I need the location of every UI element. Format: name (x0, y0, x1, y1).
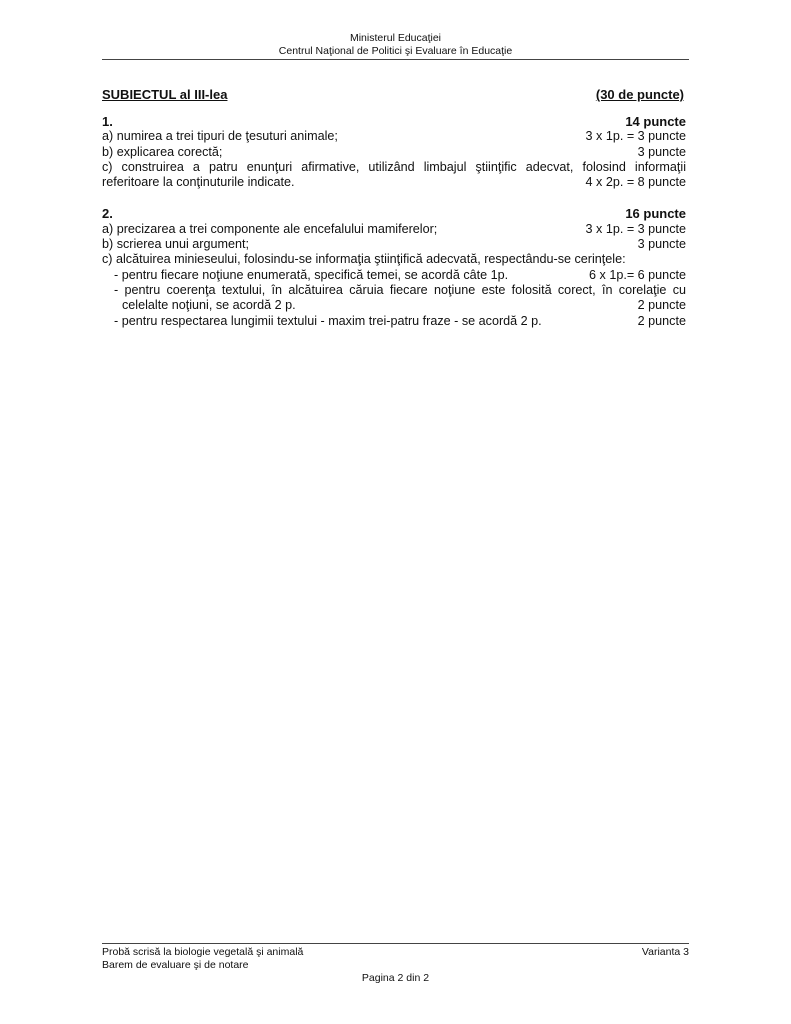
question-2a-text: a) precizarea a trei componente ale encefalului mamiferelor; (102, 221, 438, 236)
variant-label: Varianta 3 (641, 946, 689, 958)
question-1b-text: b) explicarea corectă; (102, 144, 223, 159)
page-header (102, 32, 689, 58)
question-2a-item (102, 222, 686, 237)
page-footer (102, 946, 689, 972)
question-1a-points: 3 x 1p. = 3 puncte (585, 129, 686, 144)
question-2c-text: c) alcătuirea minieseului, folosindu-se informaţia ştiinţifică adecvată, respectându-se cerinţele: (102, 252, 626, 267)
question-2c3-text: - pentru respectarea lungimii textului - maxim trei-patru fraze - se acordă 2 p. (114, 313, 542, 328)
footer-divider (102, 943, 689, 944)
question-2c2-item (102, 298, 686, 313)
question-1b-item (102, 145, 686, 160)
question-1c-text-line1: c) construirea a patru enunţuri afirmative, utilizând limbajul ştiinţific adecvat, folosind informaţii (102, 159, 686, 174)
question-1c-item (102, 175, 686, 190)
question-1-number: 1. (102, 114, 113, 129)
question-2c3-item (102, 314, 686, 329)
question-2-points: 16 puncte (625, 206, 686, 222)
barem-label: Barem de evaluare şi de notare (102, 959, 249, 971)
header-divider (102, 59, 689, 60)
subject-heading (102, 87, 684, 102)
question-2c2-text-line2: celelalte noţiuni, se acordă 2 p. (122, 298, 296, 313)
question-2c1-points: 6 x 1p.= 6 puncte (589, 267, 686, 282)
center-name: Centrul Naţional de Politici şi Evaluare în Educaţie (278, 45, 513, 57)
question-2b-points: 3 puncte (637, 237, 686, 252)
question-2c3-points: 2 puncte (637, 313, 686, 328)
question-1c-text-line2: referitoare la conţinuturile indicate. (102, 175, 295, 190)
question-1-points: 14 puncte (625, 114, 686, 129)
question-1c-points: 4 x 2p. = 8 puncte (585, 175, 686, 190)
question-1-heading (102, 114, 686, 129)
question-2-number: 2. (102, 206, 113, 222)
subject-title: SUBIECTUL al III-lea (102, 87, 228, 102)
footer-row (102, 946, 689, 959)
question-2c2-text-line1: - pentru coerenţa textului, în alcătuirea căruia fiecare noţiune este folosită corect, în corelaţie cu (114, 282, 686, 297)
question-1b-points: 3 puncte (637, 144, 686, 159)
page-number: Pagina 2 din 2 (361, 972, 430, 984)
question-2c1-item (102, 268, 686, 283)
question-2a-points: 3 x 1p. = 3 puncte (585, 221, 686, 236)
question-2c2-points: 2 puncte (637, 298, 686, 313)
question-2b-text: b) scrierea unui argument; (102, 237, 249, 252)
question-1a-text: a) numirea a trei tipuri de ţesuturi animale; (102, 129, 338, 144)
ministry-name: Ministerul Educaţiei (349, 32, 442, 44)
question-2b-item (102, 237, 686, 252)
grading-content (102, 114, 686, 329)
subject-points: (30 de puncte) (595, 87, 684, 102)
exam-name: Probă scrisă la biologie vegetală şi animală (102, 946, 304, 958)
question-1a-item (102, 129, 686, 144)
question-2-heading (102, 206, 686, 221)
question-2c1-text: - pentru fiecare noţiune enumerată, specifică temei, se acordă câte 1p. (114, 267, 509, 282)
